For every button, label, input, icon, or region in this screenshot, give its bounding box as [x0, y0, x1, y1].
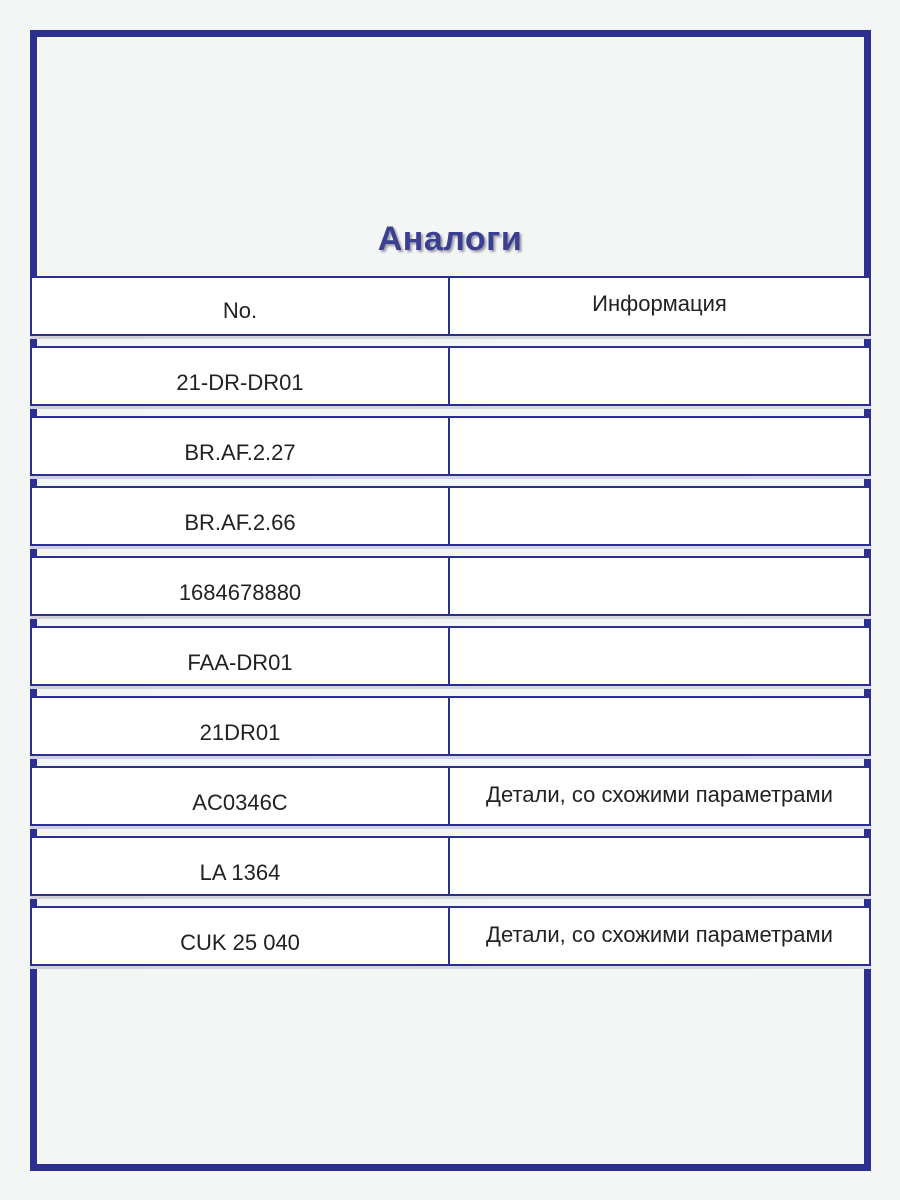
- cell-info: [450, 906, 871, 966]
- table-row: [30, 556, 871, 616]
- cell-no: BR.AF.2.66: [30, 486, 450, 546]
- cell-info: [450, 626, 871, 686]
- cell-no: 21-DR-DR01: [30, 346, 450, 406]
- table-row: [30, 416, 871, 476]
- table-row: [30, 766, 871, 826]
- cell-info: [450, 486, 871, 546]
- table-row: [30, 346, 871, 406]
- cell-info: [450, 556, 871, 616]
- page-title: Аналоги: [377, 220, 523, 258]
- cell-no: CUK 25 040: [30, 906, 450, 966]
- cell-no: LA 1364: [30, 836, 450, 896]
- cell-info: [450, 836, 871, 896]
- table-row: [30, 696, 871, 756]
- cell-info-text: Детали, со схожими параметрами: [486, 922, 833, 947]
- table-row: [30, 486, 871, 546]
- table-header-row: [30, 276, 871, 336]
- cell-info-text: Детали, со схожими параметрами: [486, 782, 833, 807]
- table-row: [30, 626, 871, 686]
- cell-no: BR.AF.2.27: [30, 416, 450, 476]
- cell-info: [450, 696, 871, 756]
- table-row: [30, 906, 871, 966]
- cell-no: AC0346C: [30, 766, 450, 826]
- header-info: Информация: [450, 276, 871, 336]
- cell-no: FAA-DR01: [30, 626, 450, 686]
- analogs-table: [30, 276, 871, 976]
- cell-info: [450, 346, 871, 406]
- table-row: [30, 836, 871, 896]
- cell-info: [450, 416, 871, 476]
- header-no: No.: [30, 276, 450, 336]
- cell-no: 1684678880: [30, 556, 450, 616]
- cell-info: [450, 766, 871, 826]
- cell-no: 21DR01: [30, 696, 450, 756]
